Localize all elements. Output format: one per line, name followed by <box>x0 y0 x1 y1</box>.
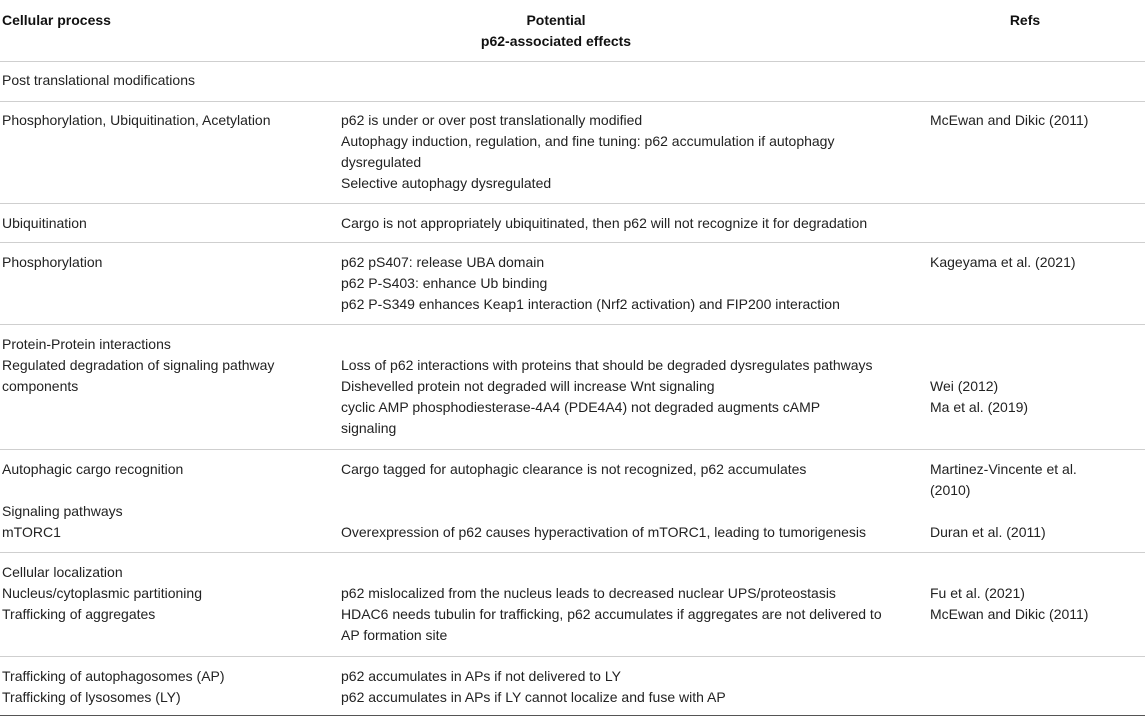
effect-line: p62 P-S349 enhances Keap1 interaction (Nrf2 activation) and FIP200 interaction <box>341 296 840 312</box>
effect-line: dysregulated <box>341 154 422 170</box>
table-row-process <box>2 666 225 708</box>
ref-line <box>930 562 1088 583</box>
effect-line: p62 accumulates in APs if not delivered to LY <box>341 668 621 684</box>
effect-line: Cargo is not appropriately ubiquitinated, then p62 will not recognize it for degradation <box>341 215 868 231</box>
effect-line: Cargo tagged for autophagic clearance is not recognized, p62 accumulates <box>341 461 807 477</box>
ref-line: (2010) <box>930 482 971 498</box>
effect-line: Loss of p62 interactions with proteins that should be degraded dysregulates pathways <box>341 357 873 373</box>
row-divider <box>0 324 1145 325</box>
table-row-process <box>2 562 202 625</box>
ref-line: Ma et al. (2019) <box>930 399 1029 415</box>
table-row-process <box>2 459 183 543</box>
header-potential-line1: Potential <box>526 12 586 28</box>
effect-line <box>341 501 866 522</box>
header-potential-effects <box>341 10 771 52</box>
effect-line: Dishevelled protein not degraded will increase Wnt signaling <box>341 378 715 394</box>
header-divider <box>0 61 1145 62</box>
process-line: Trafficking of lysosomes (LY) <box>2 689 181 705</box>
effect-line: p62 pS407: release UBA domain <box>341 254 545 270</box>
table-bottom-rule <box>0 715 1145 716</box>
table-row-refs <box>930 252 1076 273</box>
effect-line: Overexpression of p62 causes hyperactivation of mTORC1, leading to tumorigenesis <box>341 524 867 540</box>
header-refs: Refs <box>1009 12 1041 28</box>
process-line: Cellular localization <box>2 564 123 580</box>
effect-line: signaling <box>341 420 397 436</box>
table-row-effects <box>341 110 834 194</box>
table-row-process <box>2 70 195 91</box>
effect-line: HDAC6 needs tubulin for trafficking, p62 accumulates if aggregates are not delivered to <box>341 606 882 622</box>
effect-line: p62 P-S403: enhance Ub binding <box>341 275 548 291</box>
row-divider <box>0 449 1145 450</box>
process-line: Phosphorylation <box>2 254 103 270</box>
table-row-refs <box>930 110 1088 131</box>
process-line: Post translational modifications <box>2 72 195 88</box>
ref-line: Duran et al. (2011) <box>930 524 1046 540</box>
process-line: Trafficking of autophagosomes (AP) <box>2 668 225 684</box>
ref-line <box>930 501 1077 522</box>
row-divider <box>0 203 1145 204</box>
effect-line: cyclic AMP phosphodiesterase-4A4 (PDE4A4) not degraded augments cAMP <box>341 399 821 415</box>
effect-line: p62 accumulates in APs if LY cannot localize and fuse with AP <box>341 689 726 705</box>
effect-line: Selective autophagy dysregulated <box>341 175 552 191</box>
process-line: Trafficking of aggregates <box>2 606 156 622</box>
ref-line: Martinez-Vincente et al. <box>930 461 1077 477</box>
ref-line: Kageyama et al. (2021) <box>930 254 1076 270</box>
process-line: Autophagic cargo recognition <box>2 461 184 477</box>
table-row-effects <box>341 355 873 439</box>
effect-line: Autophagy induction, regulation, and fine tuning: p62 accumulation if autophagy <box>341 133 835 149</box>
process-line: Protein-Protein interactions <box>2 336 171 352</box>
effect-line: p62 is under or over post translationally modified <box>341 112 643 128</box>
row-divider <box>0 552 1145 553</box>
effect-line: AP formation site <box>341 627 448 643</box>
process-line: components <box>2 378 79 394</box>
table-row-process <box>2 110 271 131</box>
table-row-refs <box>930 376 1028 418</box>
effect-line <box>341 480 866 501</box>
effect-line <box>341 562 882 583</box>
process-line <box>2 480 183 501</box>
ref-line: Fu et al. (2021) <box>930 585 1025 601</box>
table-row-effects <box>341 562 882 646</box>
table-row-process <box>2 252 102 273</box>
table-row-effects <box>341 459 866 543</box>
table-row-refs <box>930 562 1088 625</box>
row-divider <box>0 242 1145 243</box>
table-row-process <box>2 334 274 397</box>
header-cellular-process: Cellular process <box>2 12 111 28</box>
ref-line: Wei (2012) <box>930 378 999 394</box>
process-line: Phosphorylation, Ubiquitination, Acetylation <box>2 112 271 128</box>
header-potential-line2: p62-associated effects <box>480 33 632 49</box>
table-row-refs <box>930 459 1077 543</box>
table-row-process <box>2 213 87 234</box>
table-row-effects <box>341 213 867 234</box>
process-line: Signaling pathways <box>2 503 123 519</box>
row-divider <box>0 656 1145 657</box>
process-line: mTORC1 <box>2 524 61 540</box>
ref-line: McEwan and Dikic (2011) <box>930 606 1089 622</box>
process-line: Nucleus/cytoplasmic partitioning <box>2 585 202 601</box>
table-row-effects <box>341 252 840 315</box>
process-line: Ubiquitination <box>2 215 87 231</box>
row-divider <box>0 101 1145 102</box>
process-line: Regulated degradation of signaling pathway <box>2 357 275 373</box>
ref-line: McEwan and Dikic (2011) <box>930 112 1089 128</box>
table-row-effects <box>341 666 726 708</box>
effect-line: p62 mislocalized from the nucleus leads to decreased nuclear UPS/proteostasis <box>341 585 836 601</box>
